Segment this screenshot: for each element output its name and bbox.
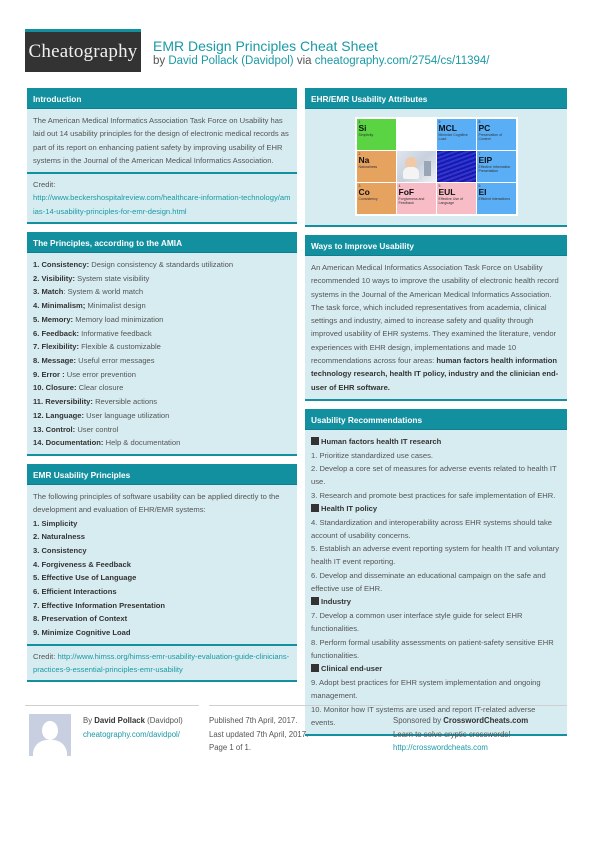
intro-text: The American Medical Informatics Association Task Force on Usability has laid out 14 usability principles for the design of electronic medical records as part of its report on enhancing patient safety by improving usability of EHR systems in the Journal of the American Medical Informatics Association. (33, 116, 289, 165)
recommendation-group-title: Clinical end-user (311, 662, 561, 676)
recommendation-item: 9. Adopt best practices for EHR system implementation and ongoing management. (311, 677, 541, 701)
section-heading: The Principles, according to the AMIA (27, 232, 297, 253)
author-link[interactable]: David Pollack (Davidpol) (168, 55, 294, 67)
section-heading: Usability Recommendations (305, 409, 567, 430)
usability-attributes-section (305, 88, 567, 227)
attribute-image-cell (397, 151, 436, 182)
emr-principle-item: 8. Preservation of Context (33, 614, 128, 624)
emr-usability-principles-section (27, 464, 297, 683)
attribute-cell-fof: 4 FoF Forgiveness and Feedback (397, 183, 436, 214)
principle-item: 6. Feedback: Informative feedback (33, 328, 152, 338)
attribute-cell-eip: 7 EIP Effective Information Presentation (477, 151, 516, 182)
recommendation-item: 7. Develop a common user interface style guide for select EHR functionalities. (311, 611, 523, 634)
introduction-section (27, 88, 297, 224)
keyboard-image-cell (437, 151, 476, 182)
emr-principle-item: 9. Minimize Cognitive Load (33, 628, 131, 638)
square-bullet-icon (311, 504, 319, 512)
recommendation-group-title: Human factors health IT research (311, 435, 561, 449)
principle-item: 10. Closure: Clear closure (33, 383, 124, 393)
emr-principle-item: 7. Effective Information Presentation (33, 600, 166, 610)
recommendation-item: 5. Establish an adverse event reporting system for health IT and voluntary health IT event reporting. (311, 544, 560, 567)
principle-item: 3. Match: System & world match (33, 287, 144, 297)
principles-section (27, 232, 297, 456)
recommendation-item: 3. Research and promote best practices for safe implementation of EHR. (311, 490, 556, 500)
attribute-cell-mcl: 9 MCL Minimize Cognitive Load (437, 119, 476, 150)
page-title: EMR Design Principles Cheat Sheet (153, 38, 378, 54)
recommendation-item: 6. Develop and disseminate an educational campaign on the safe and effective use of EHR. (311, 570, 546, 594)
emr-credit: Credit: http://www.himss.org/himss-emr-usability-evaluation-guide-clinicians-practices-9-essential-principles-emr-usability (27, 644, 297, 681)
monitor-icon (424, 161, 431, 176)
updated-date: Last updated 7th April, 2017. (209, 729, 309, 739)
emr-principle-item: 3. Consistency (33, 545, 87, 555)
emr-principle-item: 5. Effective Use of Language (33, 573, 137, 583)
principle-item: 9. Error : Use error prevention (33, 369, 136, 379)
attributes-periodic-table (355, 117, 518, 216)
square-bullet-icon (311, 664, 319, 672)
principle-item: 1. Consistency: Design consistency & standards utilization (33, 260, 234, 270)
recommendation-item: 8. Perform formal usability assessments on patient-safety sensitive EHR functionalities. (311, 637, 554, 660)
attribute-cell-pc: 8 PC Preservation of Context (477, 119, 516, 150)
credit-link[interactable]: http://www.beckershospitalreview.com/healthcare-information-technology/amias-14-usability-principles-for-emr-design.html (33, 193, 291, 216)
footer-author: By David Pollack (Davidpol) cheatography.com/davidpol/ (25, 705, 199, 714)
section-heading: Ways to Improve Usability (305, 235, 567, 256)
published-date: Published 7th April, 2017. (209, 716, 298, 725)
emr-principles-intro: The following principles of software usability can be applied directly to the development and evaluation of EHR/EMR systems: (33, 491, 280, 515)
footer-publish-info (209, 705, 383, 755)
avatar-silhouette-icon (42, 721, 58, 740)
attribute-cell-na: 2 Na Naturalness (357, 151, 396, 182)
attribute-cell-eul: 5 EUL Effective Use of Language (437, 183, 476, 214)
usability-recommendations-section (305, 409, 567, 736)
section-heading: EHR/EMR Usability Attributes (305, 88, 567, 109)
principle-item: 4. Minimalism; Minimalist design (33, 301, 146, 311)
section-heading: EMR Usability Principles (27, 464, 297, 485)
principle-item: 13. Control: User control (33, 424, 119, 434)
emr-principle-item: 4. Forgiveness & Feedback (33, 559, 131, 569)
principle-item: 12. Language: User language utilization (33, 410, 170, 420)
section-heading: Introduction (27, 88, 297, 109)
attribute-cell-si: 1 Si Simplicity (357, 119, 396, 150)
principle-item: 5. Memory: Memory load minimization (33, 314, 164, 324)
emr-principle-item: 2. Naturalness (33, 532, 85, 542)
emr-principle-item: 1. Simplicity (33, 518, 78, 528)
principle-item: 7. Flexibility: Flexible & customizable (33, 342, 161, 352)
square-bullet-icon (311, 437, 319, 445)
square-bullet-icon (311, 597, 319, 605)
recommendation-item: 1. Prioritize standardized use cases. (311, 450, 433, 460)
author-profile-link[interactable]: cheatography.com/davidpol/ (83, 729, 180, 739)
principle-item: 11. Reversibility: Reversible actions (33, 397, 158, 407)
recommendation-item: 10. Monitor how IT systems are used and report IT-related adverse events. (311, 704, 536, 727)
principle-item: 8. Message: Useful error messages (33, 356, 155, 365)
ways-to-improve-section (305, 235, 567, 401)
logo-text: Cheatography (28, 41, 138, 62)
emr-principles-list (33, 517, 291, 640)
sponsor-link[interactable]: http://crosswordcheats.com (393, 743, 488, 752)
sponsor-tagline: Learn to solve cryptic crosswords! (393, 729, 511, 739)
ways-text: An American Medical Informatics Association Task Force on Usability recommended 10 ways to improve the usability of electronic health record systems in the Journal of the American Medical Informatics Association. The task force, which included representatives from academia, clinical settings and industry, aimed to increase safety and quality through improved usability of EHR systems. They examined the literature, vendor experiences with EHR design, implementations and made 10 recommendations across four areas: human factors health information technology research, health IT policy, industry and the clinician end-user of EHR software. (311, 263, 559, 392)
principle-item: 2. Visibility: System state visibility (33, 273, 150, 283)
avatar[interactable] (29, 714, 71, 756)
footer-sponsor: Sponsored by CrosswordCheats.com Learn to solve cryptic crosswords! http://crosswordcheats.com (393, 705, 567, 755)
attribute-cell-co: 3 Co Consistency (357, 183, 396, 214)
cheatography-logo[interactable] (25, 29, 141, 72)
attribute-cell-ei: 6 EI Efficient Interactions (477, 183, 516, 214)
right-column (305, 88, 567, 744)
emr-principle-item: 6. Efficient Interactions (33, 587, 117, 597)
byline: by David Pollack (Davidpol) via cheatography.com/2754/cs/11394/ (153, 55, 490, 67)
page-number: Page 1 of 1. (209, 743, 252, 752)
attribute-image-cell (397, 119, 436, 150)
intro-credit: Credit: http://www.beckershospitalreview.com/healthcare-information-technology/amias-14-usability-principles-for-emr-design.html (27, 172, 297, 222)
principles-list (27, 253, 297, 454)
recommendation-group-title: Industry (311, 595, 561, 609)
recommendation-group-title: Health IT policy (311, 502, 561, 516)
left-column (27, 88, 297, 690)
principle-item: 14. Documentation: Help & documentation (33, 438, 181, 448)
credit-link[interactable]: http://www.himss.org/himss-emr-usability-evaluation-guide-clinicians-practices-9-essential-principles-emr-usability (33, 651, 290, 675)
recommendation-item: 4. Standardization and interoperability across EHR systems should take account of usability concerns. (311, 517, 553, 540)
recommendation-item: 2. Develop a core set of measures for adverse events related to health IT use. (311, 463, 557, 487)
emr-principles-body (27, 485, 297, 644)
recommendations-list (305, 430, 567, 734)
sheet-url-link[interactable]: cheatography.com/2754/cs/11394/ (314, 55, 490, 67)
